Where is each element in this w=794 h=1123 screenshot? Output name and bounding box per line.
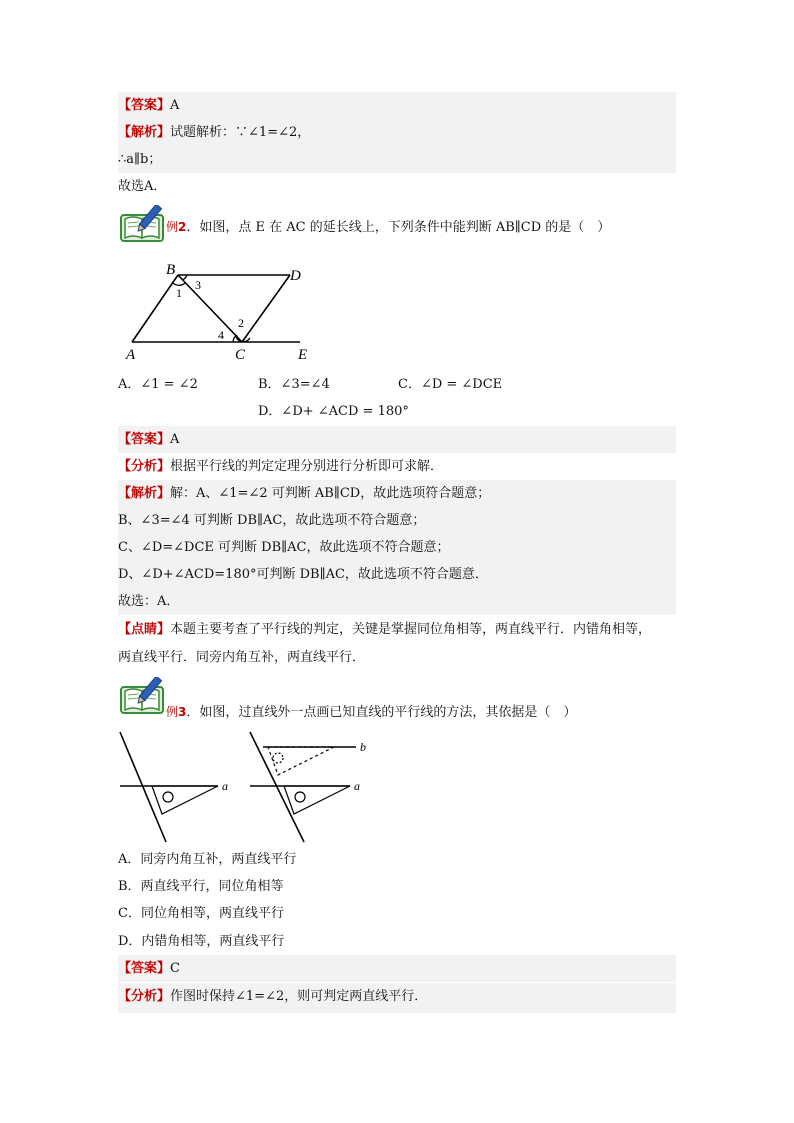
ex2-dianjing-text-1: 本题主要考查了平行线的判定，关键是掌握同位角相等，两直线平行．内错角相等， [170,622,652,637]
segment-cd [242,275,290,342]
label-c: C [235,347,246,363]
ex3-option-a[interactable]: A．同旁内角互补，两直线平行 [118,852,297,867]
ex3-option-d[interactable]: D．内错角相等，两直线平行 [118,934,285,949]
ex2-jiexi-text-3: C、∠D=∠DCE 可判断 DB∥AC，故此选项不符合题意； [118,540,450,555]
ex2-fenxi-line [118,453,443,480]
ex2-jiexi-text-5: 故选：A． [118,594,180,609]
ex2-fenxi-tag: 【分析】 [118,459,171,474]
angle-label-4: 4 [218,328,224,342]
ex2-dianjing-line-1 [118,616,651,643]
angle-label-1: 1 [176,286,182,300]
ex2-dianjing-tag: 【点睛】 [118,622,171,637]
ex3-fenxi-tag: 【分析】 [118,989,171,1004]
ex2-jiexi-line-4 [118,561,676,588]
geometry-figure-ex2 [120,258,320,366]
ex3-answer-value: C [170,961,180,976]
ex2-dianjing-text-2: 两直线平行．同旁内角互补，两直线平行． [118,650,366,665]
label-a: A [126,347,136,363]
example-book-pencil-icon [119,205,167,243]
right-set-square [284,786,350,814]
ex3-fenxi-line [118,983,676,1013]
ex2-jiexi-line-5 [118,588,676,615]
option-a[interactable]: A．∠1 = ∠2 [118,377,198,392]
analysis-tag: 【解析】 [118,125,171,140]
example-2-question: ．如图，点 E 在 AC 的延长线上，下列条件中能判断 AB∥CD 的是（ ） [186,220,611,235]
ex2-fenxi-text: 根据平行线的判定定理分别进行分析即可求解． [170,459,444,474]
answer-line-1 [118,92,676,119]
example-book-pencil-icon [119,677,167,715]
geometry-figure-ex3 [118,730,378,845]
option-c[interactable]: C．∠D = ∠DCE [398,377,503,392]
ex2-answer-value: A [170,432,180,447]
angle-arc-1 [172,282,185,285]
ex2-answer-line [118,426,676,453]
choose-text: 故选A． [118,179,167,194]
ex3-answer-line [118,955,676,982]
example-3-number: 3 [178,705,187,719]
example-3-question: ．如图，过直线外一点画已知直线的平行线的方法，其依据是（ ） [186,705,577,720]
ex2-jiexi-text-4: D、∠D+∠ACD=180°可判断 DB∥AC，故此选项不符合题意． [118,567,488,582]
left-transversal [120,732,166,842]
label-a-left: a [222,779,228,793]
example-2-header [166,217,610,238]
ex2-jiexi-line-3 [118,534,676,561]
choose-line-1 [118,173,166,200]
label-d: D [290,268,301,284]
label-e: E [298,347,308,363]
right-moved-hole [273,753,283,763]
option-d[interactable]: D．∠D+ ∠ACD = 180° [258,404,409,419]
ex2-dianjing-line-2 [118,644,365,671]
ex3-answer-tag: 【答案】 [118,961,171,976]
label-b: B [166,262,176,278]
label-a-right: a [354,779,360,793]
ex3-option-c[interactable]: C．同位角相等，两直线平行 [118,906,284,921]
ex2-answer-tag: 【答案】 [118,432,171,447]
ex3-option-b[interactable]: B．两直线平行，同位角相等 [118,879,284,894]
analysis-cont: ∴a∥b； [118,152,162,167]
ex3-fenxi-text: 作图时保持∠1=∠2，则可判定两直线平行． [170,989,428,1004]
answer-tag: 【答案】 [118,98,171,113]
ex2-jiexi-tag: 【解析】 [118,486,171,501]
left-square-hole [163,792,173,802]
right-transversal [250,732,304,842]
answer-value: A [170,98,180,113]
ex2-jiexi-line-1 [118,480,676,507]
example-2-number: 2 [178,220,187,234]
angle-label-2: 2 [238,316,244,330]
segment-bc [178,275,242,342]
right-set-square-moved [268,747,334,775]
example-2-label: 例 [166,220,179,234]
segment-ab [132,275,178,342]
example-3-header [166,702,576,723]
label-b-right: b [360,740,366,754]
analysis-line-2 [118,146,676,173]
right-square-hole [295,792,305,802]
ex2-jiexi-text-2: B、∠3=∠4 可判断 DB∥AC，故此选项不符合题意； [118,513,426,528]
analysis-text: 试题解析：∵∠1=∠2， [170,125,311,140]
example-3-label: 例 [166,705,179,719]
analysis-line-1 [118,119,676,146]
option-b[interactable]: B．∠3=∠4 [258,377,330,392]
ex2-jiexi-line-2 [118,507,676,534]
left-set-square [152,786,218,814]
angle-label-3: 3 [195,278,201,292]
ex2-jiexi-text-1: 解：A、∠1=∠2 可判断 AB∥CD，故此选项符合题意； [170,486,491,501]
